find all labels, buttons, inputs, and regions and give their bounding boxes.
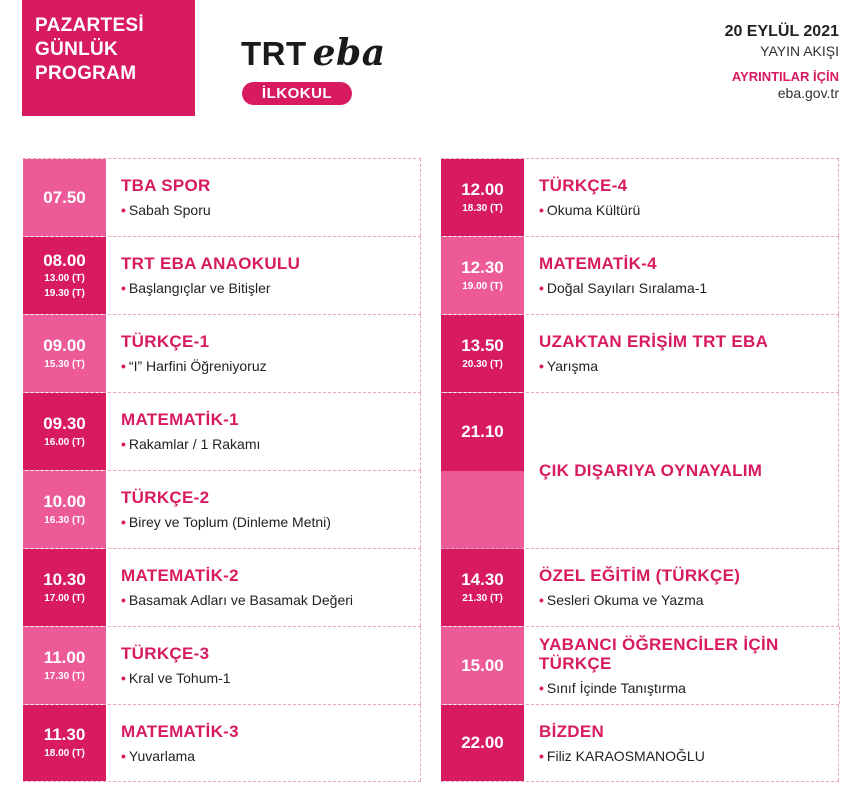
program-title: MATEMATİK-1 [121,410,239,429]
program-subtitle: • Başlangıçlar ve Bitişler [121,279,420,297]
time-main: 12.00 [461,179,504,199]
time-main: 12.30 [461,257,504,277]
program-title: TRT EBA ANAOKULU [121,254,301,273]
schedule-row [23,158,421,236]
program-subtitle: • Birey ve Toplum (Dinleme Metni) [121,513,420,531]
time-repeat: 17.30 (T) [44,670,85,682]
time-repeat: 19.00 (T) [462,280,503,292]
program-info [524,627,840,704]
schedule-row [441,236,839,314]
schedule-row [23,392,421,470]
program-info [106,549,421,626]
time-main: 09.00 [43,335,86,355]
time-cell-top [441,393,524,471]
schedule-row [441,548,839,626]
time-repeat: 16.30 (T) [44,514,85,526]
logo-wordmark [241,34,386,73]
program-title: ÇIK DIŞARIYA OYNAYALIM [539,461,763,480]
program-title: ÖZEL EĞİTİM (TÜRKÇE) [539,566,741,585]
details-label: AYRINTILAR İÇİN [731,69,839,84]
trt-eba-logo [241,32,386,102]
program-subtitle: • Rakamlar / 1 Rakamı [121,435,420,453]
schedule-row [441,704,839,782]
schedule-row [23,548,421,626]
program-title: BİZDEN [539,721,605,741]
program-info [106,705,421,781]
schedule-row [23,470,421,548]
time-cell [23,393,106,470]
program-info [524,159,839,236]
program-subtitle: • Sabah Sporu [121,201,420,219]
schedule-row [441,158,839,236]
time-repeat: 18.00 (T) [44,748,85,759]
time-cell [441,549,524,626]
program-title: TÜRKÇE-2 [121,488,210,507]
time-cell [23,705,106,781]
time-main: 10.00 [43,491,86,511]
time-cell [23,549,106,626]
time-cell [441,237,524,314]
program-info [524,705,839,781]
logo-eba: eba [312,32,386,74]
program-title: TÜRKÇE-3 [121,644,210,663]
program-subtitle: • Sınıf İçinde Tanıştırma [539,679,839,697]
site-link[interactable]: eba.gov.tr [777,85,839,101]
program-title-box [22,0,195,116]
program-title: MATEMATİK-4 [539,254,657,273]
program-subtitle: • Doğal Sayıları Sıralama-1 [539,279,838,297]
program-subtitle: • Yarışma [539,357,838,375]
time-main: 07.50 [43,187,86,207]
title-line-1: PAZARTESİ [35,15,144,36]
program-info [524,237,839,314]
schedule-row [23,236,421,314]
time-cell-bottom [441,471,524,549]
program-subtitle: • Kral ve Tohum-1 [121,669,420,687]
program-subtitle: • Okuma Kültürü [539,201,838,219]
schedule-row [23,704,421,782]
time-main: 14.30 [461,569,504,589]
program-info [524,393,839,548]
time-main: 15.00 [461,655,504,675]
time-main: 09.30 [43,413,86,433]
program-subtitle: • Filiz KARAOSMANOĞLU [539,747,838,765]
level-pill: İLKOKUL [242,82,352,105]
time-cell [441,393,524,548]
program-info [106,237,421,314]
time-repeat: 18.30 (T) [462,202,503,214]
time-main: 10.30 [43,569,86,589]
time-main: 11.30 [43,725,86,744]
time-cell [441,159,524,236]
schedule-row [441,314,839,392]
time-repeat: 16.00 (T) [44,436,85,448]
program-subtitle: • Yuvarlama [121,747,420,765]
program-title: MATEMATİK-3 [121,721,239,741]
title-line-3: PROGRAM [35,63,137,84]
program-info [106,393,421,470]
schedule-row [23,626,421,704]
program-subtitle: • Sesleri Okuma ve Yazma [539,591,838,609]
program-subtitle: • “I” Harfini Öğreniyoruz [121,357,420,375]
header-info [725,22,839,102]
time-repeat: 15.30 (T) [44,358,85,370]
broadcast-subtitle: YAYIN AKIŞI [760,43,839,59]
program-title: YABANCI ÖĞRENCİLER İÇİN TÜRKÇE [539,634,779,673]
program-info [524,549,839,626]
program-title: MATEMATİK-2 [121,566,239,585]
program-title: TÜRKÇE-1 [121,332,210,351]
program-title: TBA SPOR [121,176,211,195]
broadcast-date: 20 EYLÜL 2021 [724,23,839,40]
time-cell [23,471,106,548]
time-cell [23,627,106,704]
schedule-row [23,314,421,392]
program-info [106,159,421,236]
time-main: 21.10 [461,422,504,441]
program-title: TÜRKÇE-4 [539,176,628,195]
program-subtitle: • Basamak Adları ve Basamak Değeri [121,591,420,609]
logo-trt: TRT [241,35,307,72]
program-info [106,471,421,548]
time-repeat: 21.30 (T) [462,592,503,604]
time-main: 08.00 [43,250,86,270]
time-main: 22.00 [461,733,504,752]
time-repeat: 13.00 (T) [44,272,85,284]
time-cell [23,159,106,236]
time-repeat: 17.00 (T) [44,592,85,604]
program-info [524,315,839,392]
time-cell [23,315,106,392]
time-cell [441,315,524,392]
time-cell [441,705,524,781]
time-main: 11.00 [43,647,86,667]
title-line-2: GÜNLÜK [35,39,119,60]
schedule-row [441,392,839,548]
time-repeat: 20.30 (T) [462,358,503,370]
schedule-row [441,626,839,704]
time-main: 13.50 [461,335,504,355]
time-cell [23,237,106,314]
time-cell [441,627,524,704]
time-repeat-2: 19.30 (T) [44,287,85,299]
program-info [106,315,421,392]
program-info [106,627,421,704]
program-title: UZAKTAN ERİŞİM TRT EBA [539,332,769,351]
